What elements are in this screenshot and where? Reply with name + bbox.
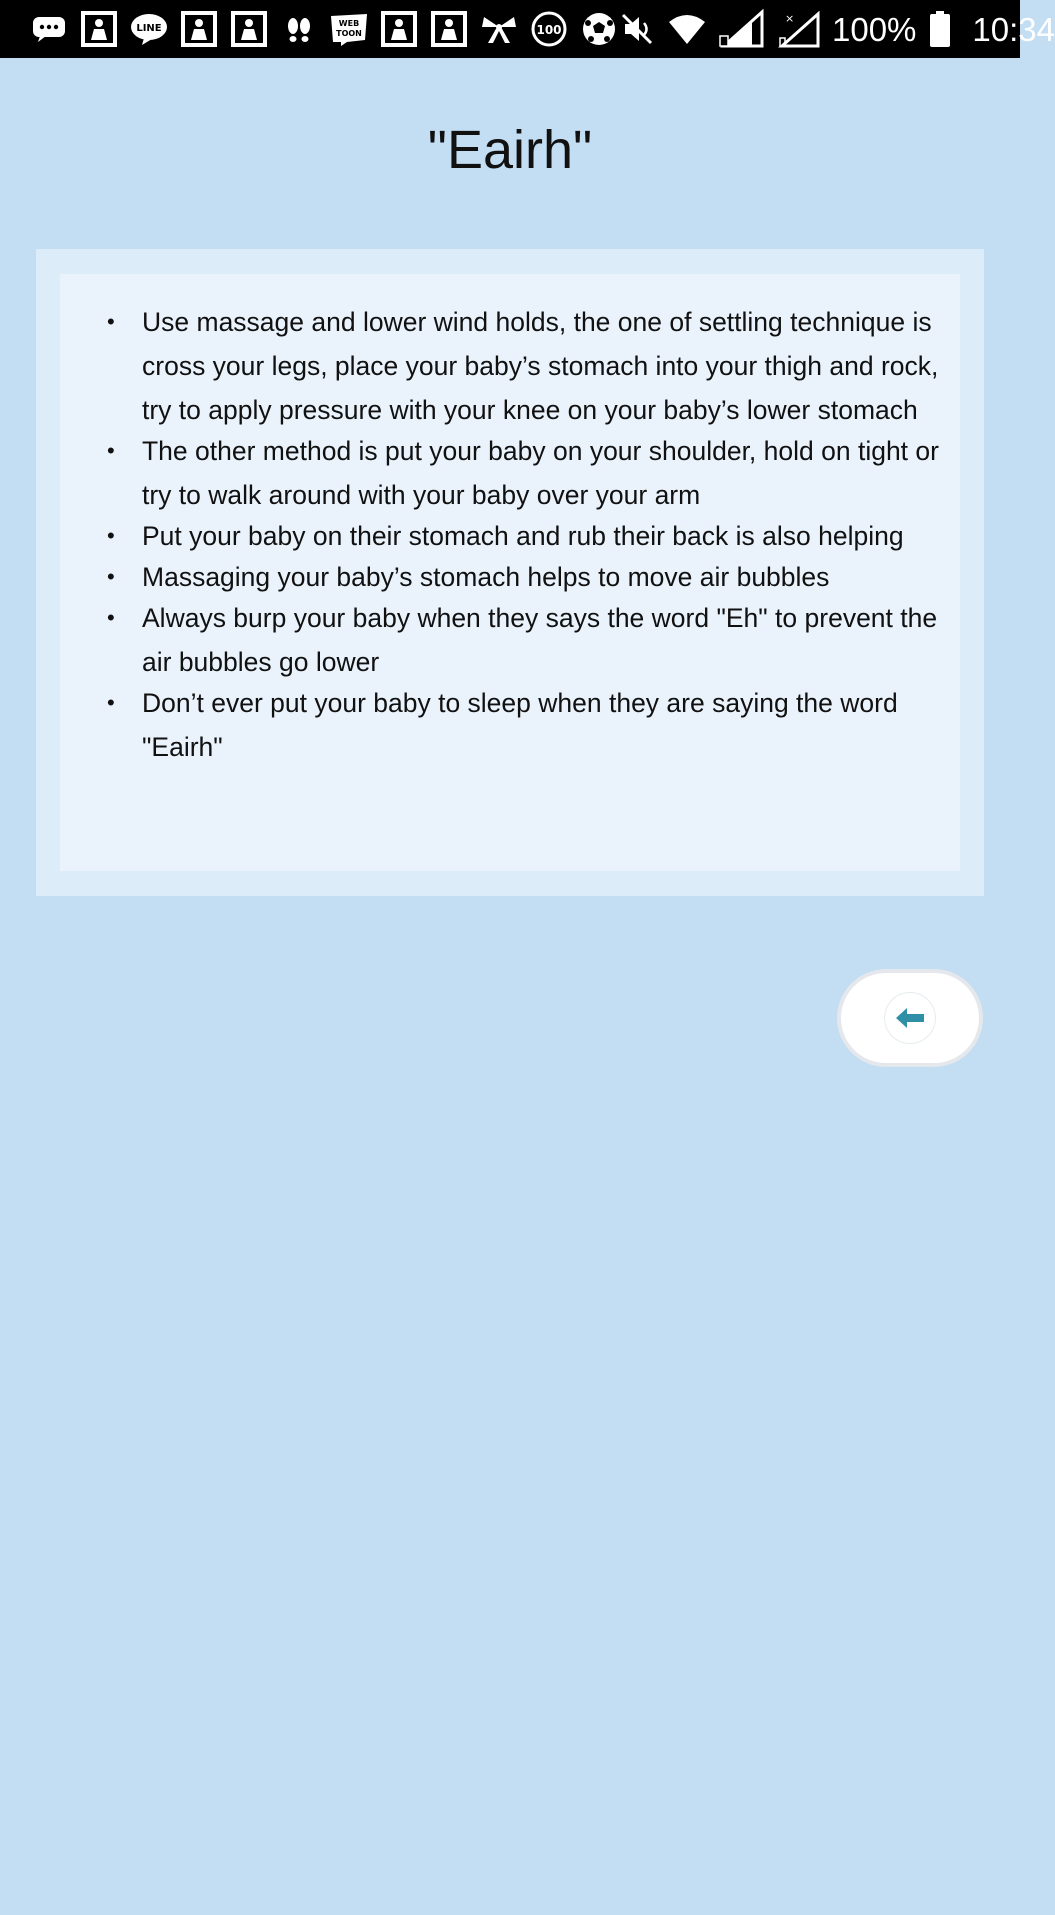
app-figure-icon: [380, 10, 418, 48]
svg-text:LINE: LINE: [136, 23, 162, 34]
clock: 10:34: [972, 10, 1055, 48]
svg-text:×: ×: [785, 12, 795, 25]
page-title: "Eairh": [427, 120, 593, 180]
back-icon-circle: [884, 992, 936, 1044]
tips-list: [60, 300, 940, 769]
status-bar: [0, 0, 1055, 58]
sim-signal-icon: [718, 10, 764, 48]
list-item: • The other method is put your baby on your shoulder, hold on tight or try to walk around with your baby over your arm: [142, 429, 940, 517]
list-item: • Don’t ever put your baby to sleep when they are saying the word "Eairh": [142, 681, 940, 769]
message-icon: [30, 10, 68, 48]
tips-card: [36, 249, 984, 896]
wifi-icon: [668, 10, 706, 48]
line-icon: [130, 10, 168, 48]
webtoon-icon: [330, 10, 368, 48]
app-figure-icon: [80, 10, 118, 48]
list-item: • Always burp your baby when they says the word "Eh" to prevent the air bubbles go lower: [142, 596, 940, 684]
battery-icon: [928, 10, 952, 48]
list-item: • Use massage and lower wind holds, the one of settling technique is cross your legs, place your baby’s stomach into your thigh and rock, try to apply pressure with your knee on your baby’s lower stomach: [142, 300, 940, 432]
signal-icon: [776, 10, 820, 48]
list-item: • Massaging your baby’s stomach helps to move air bubbles: [142, 555, 940, 599]
battery-percent: 100%: [832, 10, 917, 48]
mute-icon: [618, 10, 656, 48]
system-icons: [618, 10, 1055, 48]
svg-text:TOON: TOON: [336, 29, 362, 38]
app-figure-icon: [180, 10, 218, 48]
back-button[interactable]: [837, 969, 983, 1067]
soccer-ball-icon: [580, 10, 618, 48]
list-item: • Put your baby on their stomach and rub their back is also helping: [142, 514, 940, 558]
app-figure-icon: [430, 10, 468, 48]
svg-text:WEB: WEB: [338, 19, 360, 28]
svg-text:100: 100: [536, 23, 562, 37]
tips-card-inner: [60, 274, 960, 871]
notification-icons: [30, 10, 618, 48]
arrow-left-icon: [894, 1006, 926, 1030]
footprints-icon: [280, 10, 318, 48]
app-figure-icon: [230, 10, 268, 48]
bow-icon: [480, 10, 518, 48]
hundred-icon: [530, 10, 568, 48]
